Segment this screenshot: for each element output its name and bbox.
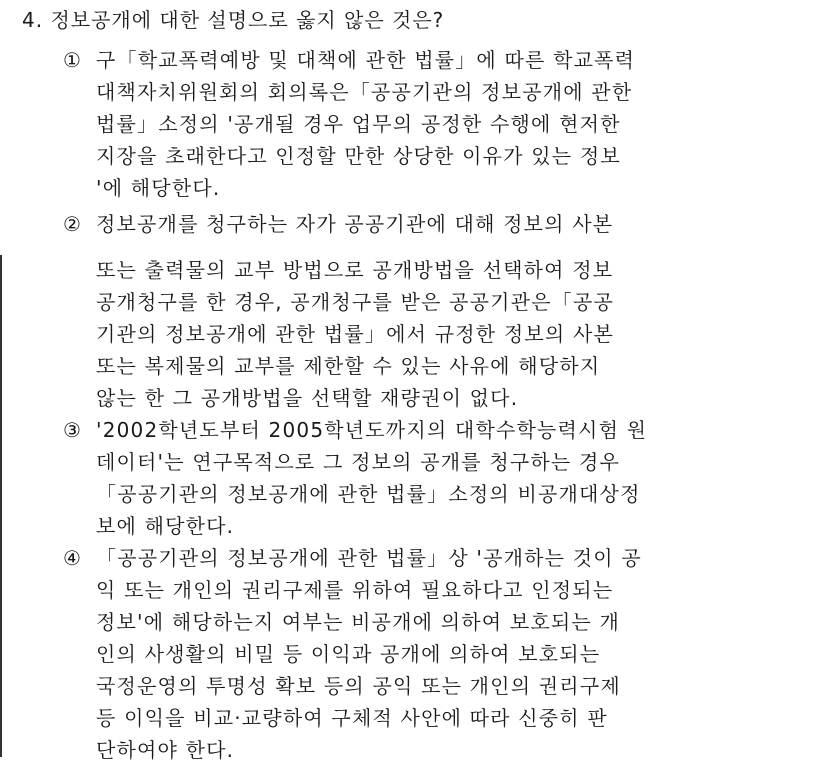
option-line: 데이터'는 연구목적으로 그 정보의 공개를 청구하는 경우	[96, 450, 621, 474]
option-line: 「공공기관의 정보공개에 관한 법률」소정의 비공개대상정	[96, 482, 641, 506]
option-line	[96, 240, 614, 254]
option-line: 기관의 정보공개에 관한 법률」에서 규정한 정보의 사본	[96, 322, 614, 346]
option-number: ①	[63, 48, 81, 72]
option-line: 정보'에 해당하는지 여부는 비공개에 의하여 보호되는 개	[96, 610, 621, 634]
option-line: 「공공기관의 정보공개에 관한 법률」상 '공개하는 것이 공	[96, 546, 642, 570]
option-line: 대책자치위원회의 회의록은「공공기관의 정보공개에 관한	[96, 80, 633, 104]
option-line: 단하여야 한다.	[96, 738, 235, 762]
option-text	[96, 44, 635, 204]
option-line: 인의 사생활의 비밀 등 이익과 공개에 의하여 보호되는	[96, 642, 601, 666]
margin-rule	[0, 255, 2, 757]
option-line: 또는 출력물의 교부 방법으로 공개방법을 선택하여 정보	[96, 258, 614, 282]
option-line: 또는 복제물의 교부를 제한할 수 있는 사유에 해당하지	[96, 354, 601, 378]
option-number: ③	[63, 418, 81, 442]
option-text	[96, 542, 642, 766]
option-line: 법률」소정의 '공개될 경우 업무의 공정한 수행에 현저한	[96, 112, 621, 136]
option-line: '2002학년도부터 2005학년도까지의 대학수학능력시험 원	[96, 418, 648, 442]
option-line: 국정운영의 투명성 확보 등의 공익 또는 개인의 권리구제	[96, 674, 621, 698]
option-line: 등 이익을 비교·교량하여 구체적 사안에 따라 신중히 판	[96, 706, 608, 730]
option-line: 구「학교폭력예방 및 대책에 관한 법률」에 따른 학교폭력	[96, 48, 636, 72]
option-line: 않는 한 그 공개방법을 선택할 재량권이 없다.	[96, 386, 519, 410]
option-line: '에 해당한다.	[96, 176, 221, 200]
option-text	[96, 208, 614, 414]
option-number: ④	[63, 546, 81, 570]
option-number: ②	[63, 212, 81, 236]
option-line: 지장을 초래한다고 인정할 만한 상당한 이유가 있는 정보	[96, 144, 621, 168]
question-title: 4. 정보공개에 대한 설명으로 옳지 않은 것은?	[22, 8, 445, 32]
option-line: 공개청구를 한 경우, 공개청구를 받은 공공기관은「공공	[96, 290, 614, 314]
option-line: 정보공개를 청구하는 자가 공공기관에 대해 정보의 사본	[96, 212, 614, 236]
option-line: 보에 해당한다.	[96, 514, 235, 538]
option-line: 익 또는 개인의 권리구제를 위하여 필요하다고 인정되는	[96, 578, 614, 602]
option-text	[96, 414, 647, 542]
